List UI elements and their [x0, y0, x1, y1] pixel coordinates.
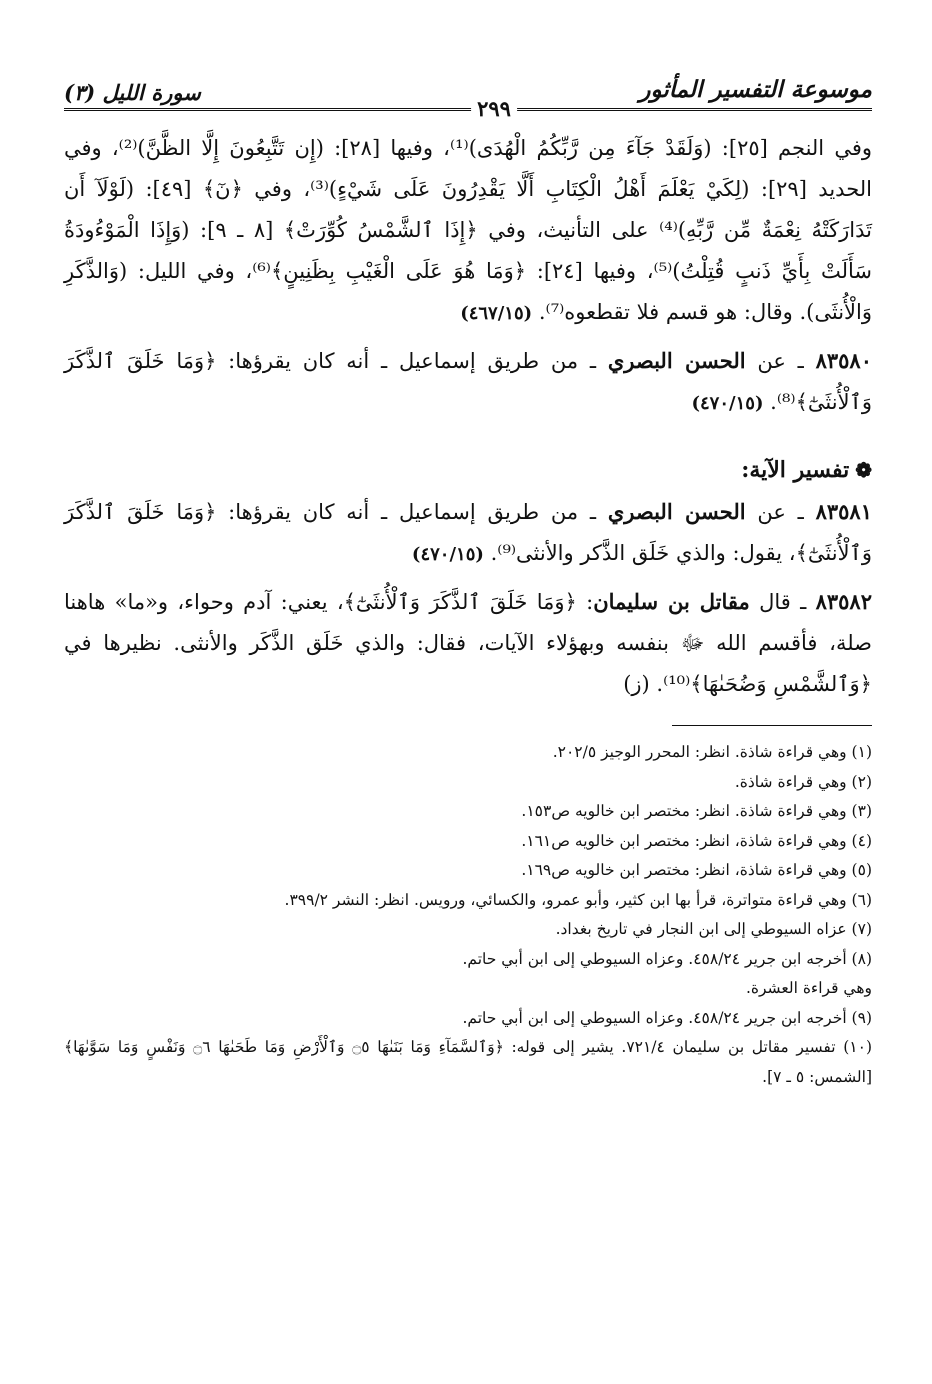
narration-text: : ﴿وَمَا خَلَقَ ٱلذَّكَرَ وَٱلْأُنثَىٰٓ﴾، يعني: آدم وحواء، و«ما» هاهنا صلة، فأقسم الله ﷻ بنفسه وبهؤلاء الآيات، فقال: والذي خَلَق الذَّكَر والأنثى. نظيرها في ﴿وَٱلشَّمْسِ وَضُحَىٰهَا﴾⁽¹⁰⁾. (ز) — [64, 590, 872, 696]
intro-text: وفي النجم [٢٥]: (وَلَقَدْ جَآءَ مِن رَّبِّكُمُ الْهُدَى)⁽¹⁾، وفيها [٢٨]: (إِن تَتَّبِعُونَ إِلَّا الظَّنَّ)⁽²⁾، وفي الحديد [٢٩]: (لِكَيْ يَعْلَمَ أَهْلُ الْكِتَابِ أَلَّا يَقْدِرُونَ عَلَى شَيْءٍ)⁽³⁾، وفي ﴿نٓ﴾ [٤٩]: (لَوْلَآ أَن تَدَارَكَتْهُ نِعْمَةٌ مِّن رَّبِّهِ)⁽⁴⁾ على التأنيث، وفي ﴿إِذَا ٱلشَّمْسُ كُوِّرَتْ﴾ [٨ ـ ٩]: (وَإِذَا الْمَوْءُودَةُ سَأَلَتْ بِأَيِّ ذَنبٍ قُتِلْتُ)⁽⁵⁾، وفيها [٢٤]: ﴿وَمَا هُوَ عَلَى الْغَيْبِ بِظَنِينٍ﴾⁽⁶⁾، وفي الليل: (وَالذَّكَرِ وَالْأُنثَى). وقال: هو قسم فلا تقطعوه⁽⁷⁾. — [64, 136, 873, 324]
footnote: (٩) أخرجه ابن جرير ٤٥٨/٢٤. وعزاه السيوطي إلى ابن أبي حاتم. — [462, 1008, 872, 1027]
footnote: (٥) وهي قراءة شاذة، انظر: مختصر ابن خالويه ص١٦٩. — [521, 861, 872, 879]
volume-ref: (٤٦٧/١٥) — [460, 303, 533, 324]
volume-ref: (٤٧٠/١٥) — [691, 393, 764, 414]
book-title: موسوعة التفسير المأثور — [639, 76, 872, 103]
footnote: (٢) وهي قراءة شاذة. — [734, 772, 872, 791]
flower-ornament-icon: ❁ — [855, 458, 872, 482]
narration-number: ٨٣٥٨٠ — [815, 348, 872, 373]
footnote-divider — [672, 725, 872, 726]
footnotes — [64, 738, 872, 1092]
narration-number: ٨٣٥٨٢ — [815, 589, 872, 614]
footnote: (٣) وهي قراءة شاذة. انظر: مختصر ابن خالويه ص١٥٣. — [521, 802, 872, 820]
narration-83580: ٨٣٥٨٠ ـ عن الحسن البصري ـ من طريق إسماعيل ـ أنه كان يقرؤها: ﴿وَمَا خَلَقَ ٱلذَّكَرَ وَٱلْأُنثَىٰٓ﴾⁽⁸⁾. (٤٧٠/١٥) — [64, 348, 872, 414]
footnote: (٧) عزاه السيوطي إلى ابن النجار في تاريخ بغداد. — [555, 920, 872, 938]
narration-text: ـ من طريق إسماعيل ـ أنه كان يقرؤها: ﴿وَمَا خَلَقَ ٱلذَّكَرَ وَٱلْأُنثَىٰٓ﴾، يقول: والذي خَلَق الذَّكر والأنثى⁽⁹⁾. — [64, 500, 872, 565]
footnote: (١٠) تفسير مقاتل بن سليمان ٧٢١/٤. يشير إلى قوله: ﴿وَٱلسَّمَآءِ وَمَا بَنَىٰهَا ۝٥ وَٱلْأَرْضِ وَمَا طَحَىٰهَا ۝٦ وَنَفْسٍ وَمَا سَوَّىٰهَا﴾ [الشمس: ٥ ـ ٧]. — [64, 1038, 872, 1086]
footnote: (٨) أخرجه ابن جرير ٤٥٨/٢٤. وعزاه السيوطي إلى ابن أبي حاتم. — [462, 949, 872, 968]
volume-ref: (٤٧٠/١٥) — [411, 544, 484, 565]
page-number: ٢٩٩ — [471, 98, 517, 120]
narrator-name: الحسن البصري — [607, 499, 746, 524]
main-text — [64, 128, 872, 1092]
intro-paragraph — [64, 128, 872, 334]
page-header — [64, 70, 872, 121]
section-heading — [64, 450, 872, 491]
page — [64, 70, 872, 1092]
header-rule — [64, 108, 872, 111]
footnote: وهي قراءة العشرة. — [745, 979, 872, 997]
narration-83582 — [64, 581, 872, 705]
narrator-name: مقاتل بن سليمان — [593, 589, 750, 614]
narration-number: ٨٣٥٨١ — [815, 499, 872, 524]
footnote: (٤) وهي قراءة شاذة، انظر: مختصر ابن خالويه ص١٦١. — [521, 831, 872, 850]
footnote: (٦) وهي قراءة متواترة، قرأ بها ابن كثير، وأبو عمرو، والكسائي، ورويس. انظر: النشر ٣٩٩/٢. — [284, 890, 872, 909]
narration-text: ـ من طريق إسماعيل ـ أنه كان يقرؤها: ﴿وَمَا خَلَقَ ٱلذَّكَرَ وَٱلْأُنثَىٰٓ﴾⁽⁸⁾. — [64, 349, 872, 414]
surah-label: سورة الليل (٣) — [64, 80, 201, 105]
footnote: (١) وهي قراءة شاذة. انظر: المحرر الوجيز ٢٠٢/٥. — [552, 743, 872, 761]
narration-83581: ٨٣٥٨١ ـ عن الحسن البصري ـ من طريق إسماعيل ـ أنه كان يقرؤها: ﴿وَمَا خَلَقَ ٱلذَّكَرَ وَٱلْأُنثَىٰٓ﴾، يقول: والذي خَلَق الذَّكر والأنثى⁽⁹⁾. (٤٧٠/١٥) — [64, 499, 872, 565]
section-title: تفسير الآية: — [741, 457, 850, 483]
narrator-name: الحسن البصري — [607, 348, 746, 373]
narration-prefix: ـ قال — [759, 590, 807, 614]
